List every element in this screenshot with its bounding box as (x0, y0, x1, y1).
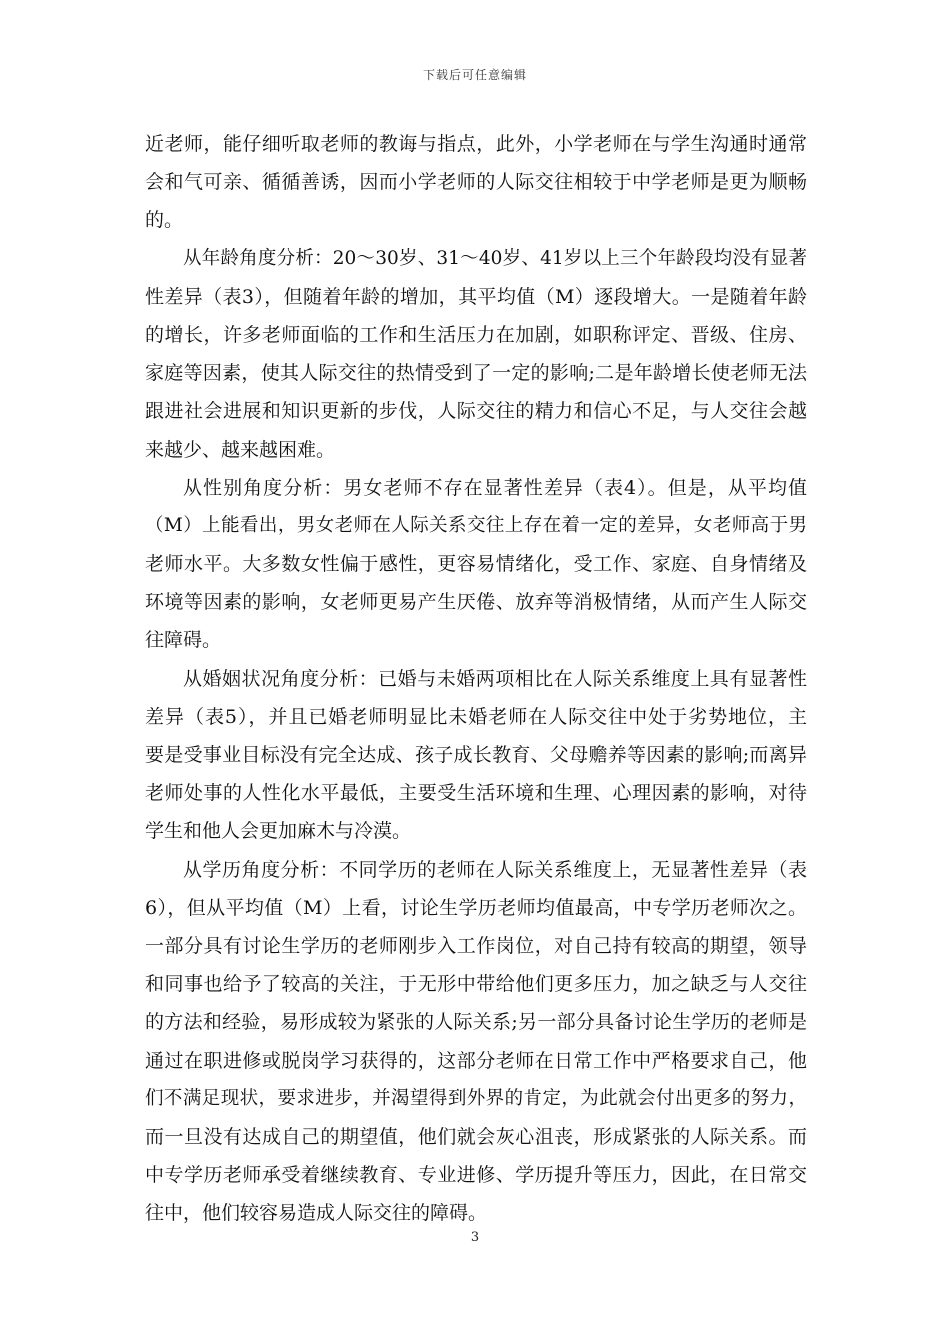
text-line: 往中，他们较容易造成人际交往的障碍。 (145, 1202, 488, 1225)
text-line: 从年龄角度分析：20～30岁、31～40岁、41岁以上三个年龄段均没有显著 (183, 247, 807, 269)
text-line: 会和气可亲、循循善诱，因而小学老师的人际交往相较于中学老师是更为顺畅 (145, 171, 807, 194)
document-body (145, 125, 807, 1232)
text-line: 来越少、越来越困难。 (145, 438, 336, 461)
page-header: 下载后可任意编辑 (422, 68, 527, 82)
text-line: 中专学历老师承受着继续教育、专业进修、学历提升等压力，因此，在日常交 (145, 1164, 807, 1187)
text-line: 一部分具有讨论生学历的老师刚步入工作岗位，对自己持有较高的期望，领导 (145, 934, 807, 957)
text-line: 跟进社会进展和知识更新的步伐，人际交往的精力和信心不足，与人交往会越 (145, 400, 807, 423)
text-line: （M）上能看出，男女老师在人际关系交往上存在着一定的差异，女老师高于男 (145, 514, 807, 536)
text-line: 老师处事的人性化水平最低，主要受生活环境和生理、心理因素的影响，对待 (145, 782, 807, 805)
text-line: 通过在职进修或脱岗学习获得的，这部分老师在日常工作中严格要求自己，他 (145, 1049, 807, 1072)
text-line: 6），但从平均值（M）上看，讨论生学历老师均值最高，中专学历老师次之。 (145, 896, 807, 919)
text-line: 往障碍。 (145, 629, 222, 652)
text-line: 而一旦没有达成自己的期望值，他们就会灰心沮丧，形成紧张的人际关系。而 (145, 1125, 807, 1148)
page-number: 3 (470, 1230, 480, 1245)
text-line: 们不满足现状，要求进步，并渴望得到外界的肯定，为此就会付出更多的努力， (145, 1087, 807, 1109)
text-line: 近老师，能仔细听取老师的教诲与指点，此外，小学老师在与学生沟通时通常 (145, 133, 807, 155)
text-line: 的。 (145, 209, 184, 232)
text-line: 从婚姻状况角度分析：已婚与未婚两项相比在人际关系维度上具有显著性 (183, 667, 807, 690)
text-line: 的增长，许多老师面临的工作和生活压力在加剧，如职称评定、晋级、住房、 (145, 323, 807, 346)
text-line: 老师水平。大多数女性偏于感性，更容易情绪化，受工作、家庭、自身情绪及 (145, 553, 807, 576)
text-line: 要是受事业目标没有完全达成、孩子成长教育、父母赡养等因素的影响;而离异 (145, 744, 807, 766)
text-line: 学生和他人会更加麻木与冷漠。 (145, 820, 412, 843)
text-line: 的方法和经验，易形成较为紧张的人际关系;另一部分具备讨论生学历的老师是 (145, 1011, 807, 1034)
text-line: 性差异（表3），但随着年龄的增加，其平均值（M）逐段增大。一是随着年龄 (145, 285, 807, 308)
text-line: 环境等因素的影响，女老师更易产生厌倦、放弃等消极情绪，从而产生人际交 (145, 591, 807, 614)
text-line: 和同事也给予了较高的关注，于无形中带给他们更多压力，加之缺乏与人交往 (145, 973, 807, 996)
text-line: 从学历角度分析：不同学历的老师在人际关系维度上，无显著性差异（表 (183, 858, 807, 881)
text-line: 家庭等因素，使其人际交往的热情受到了一定的影响;二是年龄增长使老师无法 (145, 362, 807, 385)
text-line: 差异（表5），并且已婚老师明显比未婚老师在人际交往中处于劣势地位，主 (145, 705, 807, 728)
text-line: 从性别角度分析：男女老师不存在显著性差异（表4）。但是，从平均值 (183, 476, 807, 499)
